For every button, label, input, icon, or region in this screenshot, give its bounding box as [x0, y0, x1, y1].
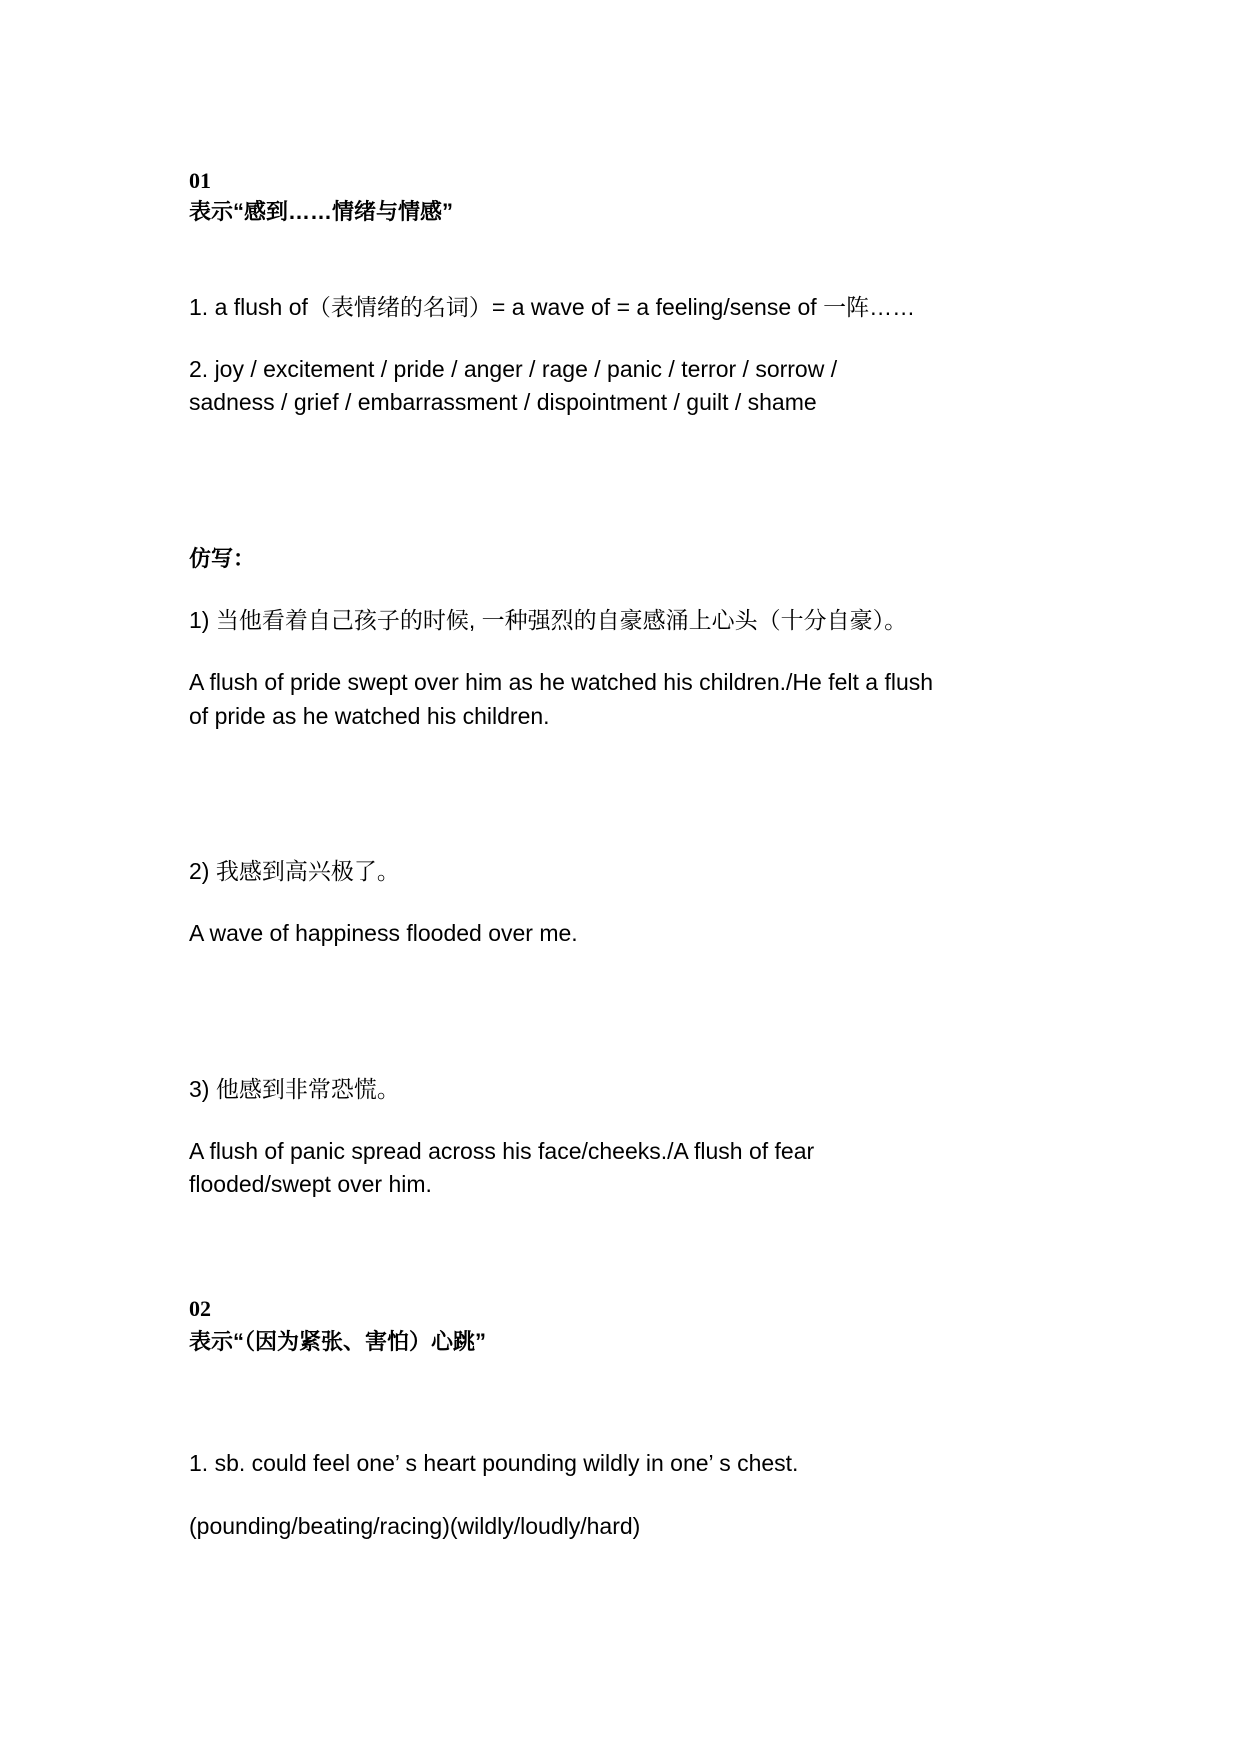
section-1-point-2-line: 2. joy / excitement / pride / anger / rage / panic / terror / sorrow /: [189, 356, 838, 382]
exercise-3-answer-line: flooded/swept over him.: [189, 1171, 432, 1197]
exercise-3-answer-line: A flush of panic spread across his face/cheeks./A flush of fear: [189, 1138, 815, 1164]
section-1-title: 表示“感到……情绪与情感”: [189, 199, 454, 224]
practice-label: 仿写：: [189, 546, 256, 571]
section-1-point-2-line: sadness / grief / embarrassment / dispointment / guilt / shame: [189, 389, 817, 415]
section-1-point-2: [189, 353, 837, 419]
exercise-3-answer: [189, 1135, 814, 1201]
exercise-2-answer: [189, 917, 578, 950]
exercise-1-answer-line: of pride as he watched his children.: [189, 703, 550, 729]
exercise-1-answer-line: A flush of pride swept over him as he watched his children./He felt a flush: [189, 669, 934, 695]
exercise-3-prompt: 3) 他感到非常恐慌。: [189, 1076, 400, 1102]
section-1-number: 01: [189, 168, 211, 193]
exercise-2-answer-line: A wave of happiness flooded over me.: [189, 920, 578, 946]
section-2-point-1: 1. sb. could feel one’ s heart pounding wildly in one’ s chest.: [189, 1450, 799, 1476]
section-2-number: 02: [189, 1296, 211, 1321]
section-1-point-1: 1. a flush of（表情绪的名词）= a wave of = a feeling/sense of 一阵……: [189, 294, 916, 320]
exercise-1-answer: [189, 665, 933, 733]
section-2-point-2: (pounding/beating/racing)(wildly/loudly/hard): [189, 1513, 641, 1539]
exercise-1-prompt: 1) 当他看着自己孩子的时候, 一种强烈的自豪感涌上心头（十分自豪）。: [189, 607, 908, 633]
exercise-2-prompt: 2) 我感到高兴极了。: [189, 858, 400, 884]
section-2-title: 表示“（因为紧张、害怕）心跳”: [189, 1329, 487, 1354]
